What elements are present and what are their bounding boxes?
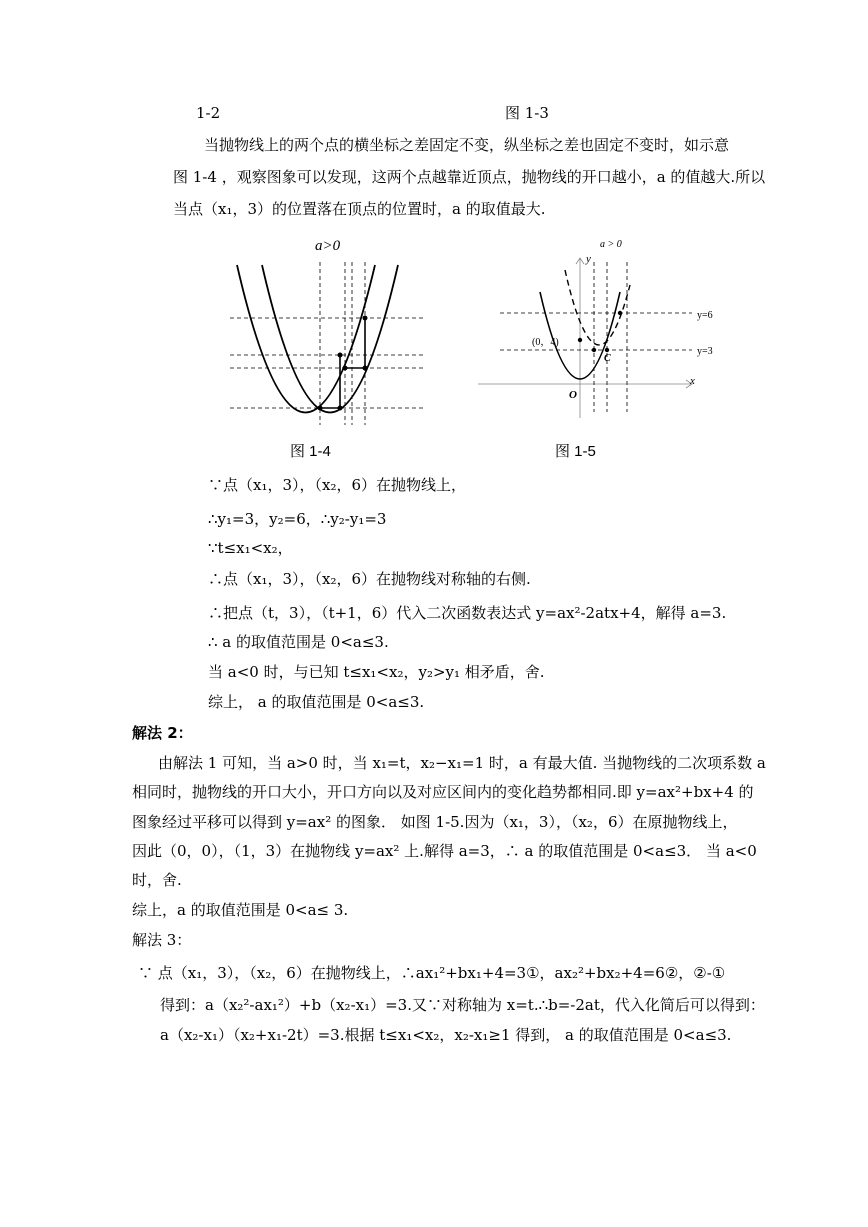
m1-line-3: ∵t≤x₁<x₂， xyxy=(208,539,293,557)
intro-line-3: 当点（x₁，3）的位置落在顶点的位置时，a 的取值最大. xyxy=(173,200,546,218)
fig15-origin-label: O xyxy=(569,389,577,401)
caption-fig-1-2: 1-2 xyxy=(196,104,221,122)
m1-line-7: 当 a<0 时，与已知 t≤x₁<x₂，y₂>y₁ 相矛盾，舍. xyxy=(208,663,545,681)
fig15-point-label: (0，4) xyxy=(532,337,559,348)
m2-line-1: 由解法 1 可知，当 a>0 时，当 x₁=t，x₂−x₁=1 时，a 有最大值. 当抛物线的二次项系数 a xyxy=(158,754,766,772)
fig14-label: a>0 xyxy=(315,238,341,254)
m1-line-4: ∴点（x₁，3），（x₂，6）在抛物线对称轴的右侧. xyxy=(208,570,531,588)
fig15-y3-label: y=3 xyxy=(697,346,713,357)
fig15-y6-label: y=6 xyxy=(697,310,713,321)
m3-line-3: a（x₂-x₁）（x₂+x₁-2t）=3.根据 t≤x₁<x₂，x₂-x₁≥1 得到， a 的取值范围是 0<a≤3. xyxy=(160,1026,732,1044)
fig15-axes xyxy=(478,258,692,418)
fig15-label: a > 0 xyxy=(600,239,622,250)
fig15-y-axis-label: y xyxy=(586,253,591,265)
fig15-gridlines xyxy=(500,262,692,412)
m2-line-4: 因此（0，0），（1，3）在抛物线 y=ax² 上.解得 a=3，∴ a 的取值范围是 0<a≤3． 当 a<0 xyxy=(132,842,757,860)
m2-line-6: 综上，a 的取值范围是 0<a≤ 3. xyxy=(132,901,349,919)
m1-line-6: ∴ a 的取值范围是 0<a≤3. xyxy=(208,633,389,651)
m1-line-5: ∴把点（t，3），（t+1，6）代入二次函数表达式 y=ax²-2atx+4，解得 a=3. xyxy=(208,604,727,622)
m2-line-3: 图象经过平移可以得到 y=ax² 的图象． 如图 1-5.因为（x₁，3），（x₂，6）在原抛物线上， xyxy=(132,813,738,831)
fig15-c-label: C xyxy=(604,353,611,364)
m1-line-2: ∴y₁=3，y₂=6，∴y₂-y₁=3 xyxy=(208,510,387,528)
fig15-x-axis-label: x xyxy=(690,375,695,387)
intro-line-2: 图 1-4 ，观察图象可以发现，这两个点越靠近顶点，抛物线的开口越小，a 的值越大.所以 xyxy=(173,168,766,186)
m2-line-5: 时，舍. xyxy=(132,871,182,889)
method3-title: 解法 3： xyxy=(132,931,192,949)
caption-fig-1-3: 图 1-3 xyxy=(505,104,549,122)
m2-line-2: 相同时，抛物线的开口大小，开口方向以及对应区间内的变化趋势都相同.即 y=ax²+bx+4 的 xyxy=(132,783,754,801)
m1-line-1: ∵点（x₁，3），（x₂，6）在抛物线上， xyxy=(208,476,467,494)
m3-line-2: 得到：a（x₂²-ax₁²）+b（x₂-x₁）=3.又∵对称轴为 x=t.∴b=-2at，代入化简后可以得到： xyxy=(160,996,765,1014)
caption-fig-1-5: 图 1-5 xyxy=(555,443,596,460)
intro-line-1: 当抛物线上的两个点的横坐标之差固定不变，纵坐标之差也固定不变时，如示意 xyxy=(204,136,730,154)
m1-line-8: 综上， a 的取值范围是 0<a≤3. xyxy=(208,693,425,711)
m3-line-1: ∵ 点（x₁，3），（x₂，6）在抛物线上，∴ax₁²+bx₁+4=3①，ax₂²+bx₂+4=6②，②-① xyxy=(138,964,726,982)
fig15-dashed-parabola xyxy=(565,270,630,345)
method2-title: 解法 2： xyxy=(132,724,193,742)
caption-fig-1-4: 图 1-4 xyxy=(290,443,331,460)
